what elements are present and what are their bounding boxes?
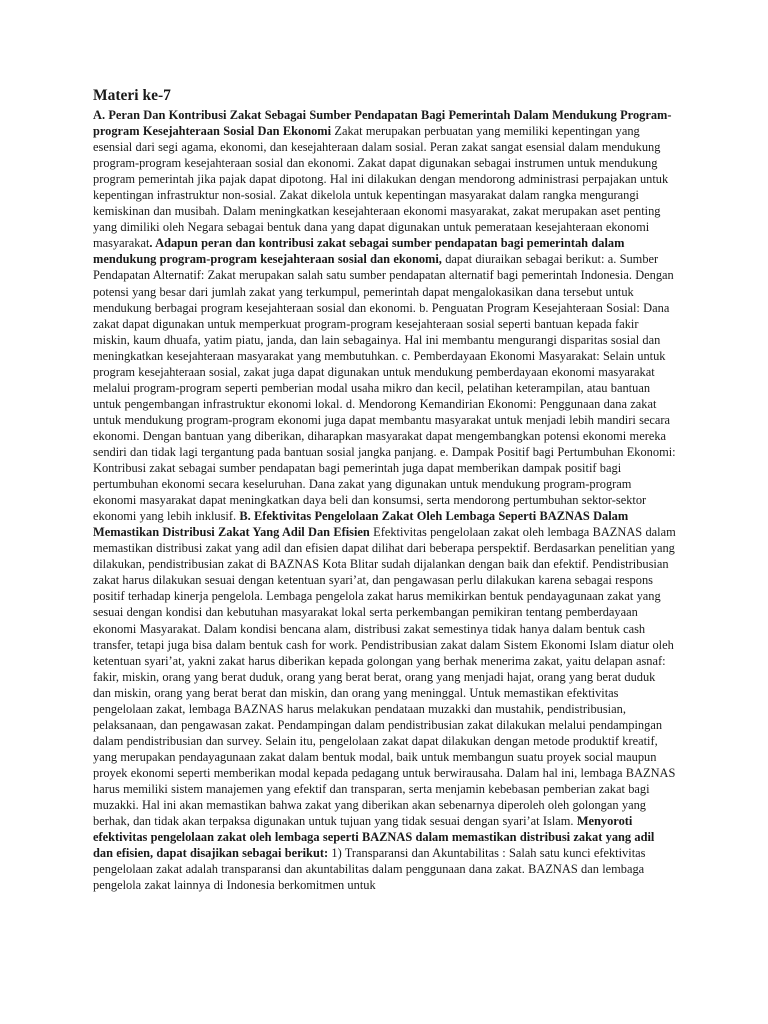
section-b-heading: B. Efektivitas Pengelolaan Zakat Oleh Lembaga Seperti BAZNAS Dalam Memastikan Distribusi Zakat Yang Adil Dan Efisien <box>93 509 629 540</box>
section-a-roles-lead: . Adapun peran dan kontribusi zakat sebagai sumber pendapatan bagi pemerintah dalam mendukung program-program kesejahteraan sosial dan ekonomi, <box>93 236 625 267</box>
section-b-body-text: Efektivitas pengelolaan zakat oleh lembaga BAZNAS dalam memastikan distribusi zakat yang adil dan efisien dapat dilihat dari beberapa perspektif. Berdasarkan penelitian yang dilakukan, pendistribusian zakat di BAZNAS Kota Blitar sudah dijalankan dengan baik dan efektif. Pendistribusian zakat harus dilakukan sesuai dengan ketentuan syari’at, dan pengawasan perlu dilakukan karena sebagai respons positif terhadap kinerja pengelola. Lembaga pengelola zakat harus memikirkan bentuk pendayagunaan zakat yang sesuai dengan kondisi dan kebutuhan masyarakat lokal serta perkembangan pemikiran tentang pemberdayaan ekonomi Masyarakat. Dalam kondisi bencana alam, distribusi zakat semestinya tidak hanya dalam bentuk cash transfer, tetapi juga bisa dalam bentuk cash for work. Pendistribusian zakat dalam Sistem Ekonomi Islam diatur oleh ketentuan syari’at, yakni zakat harus diberikan kepada golongan yang berhak menerima zakat, yaitu delapan asnaf: fakir, miskin, orang yang berat duduk, orang yang berat berat, orang yang menjadi hajat, orang yang berat duduk dan miskin, orang yang berat berat dan miskin, dan orang yang meninggal. Untuk memastikan efektivitas pengelolaan zakat, lembaga BAZNAS harus melakukan pendataan muzakki dan mustahik, pendistribusian, pelaksanaan, dan pengawasan zakat. Pendampingan dalam pendistribusian zakat dilakukan melalui pendampingan dalam pendistribusian dan survey. Selain itu, pengelolaan zakat dapat dilakukan dengan metode produktif kreatif, yang merupakan pendayagunaan zakat dalam bentuk modal, baik untuk membangun suatu proyek social maupun proyek ekonomi seperti memberikan modal kepada pedagang untuk berwirausaha. Dalam hal ini, lembaga BAZNAS harus memiliki sistem manajemen yang efektif dan transparan, serta menjamin kebebasan pemberian zakat bagi muzakki. Hal ini akan memastikan bahwa zakat yang diberikan akan sebenarnya diperoleh oleh golongan yang berhak, dan tidak akan terpaksa digunakan untuk tujuan yang tidak sesuai dengan syari’at Islam. <box>93 525 676 829</box>
section-a-intro-text: Zakat merupakan perbuatan yang memiliki kepentingan yang esensial dari segi agama, ekonomi, dan kesejahteraan dalam sosial. Peran zakat sangat esensial dalam mendukung program-program kesejahteraan sosial dan ekonomi. Zakat dapat digunakan sebagai instrumen untuk mendukung program pemerintah jika pajak dapat dipotong. Hal ini dilakukan dengan mendorong administrasi perpajakan untuk kepentingan infrastruktur non-sosial. Zakat dikelola untuk kepentingan masyarakat dalam rangka mengurangi kemiskinan dan musibah. Dalam meningkatkan kesejahteraan ekonomi masyarakat, zakat merupakan aset penting yang dimiliki oleh Negara sebagai bentuk dana yang dapat digunakan untuk pemerataan kesejahteraan ekonomi masyarakat <box>93 124 669 251</box>
section-a-roles-text: dapat diuraikan sebagai berikut: a. Sumber Pendapatan Alternatif: Zakat merupakan salah satu sumber pendapatan alternatif bagi pemerintah Indonesia. Dengan potensi yang besar dari jumlah zakat yang terkumpul, pemerintah dapat mengalokasikan dana tersebut untuk mendukung berbagai program kesejahteraan sosial dan ekonomi. b. Penguatan Program Kesejahteraan Sosial: Dana zakat dapat digunakan untuk memperkuat program-program kesejahteraan sosial seperti bantuan kepada fakir miskin, kaum dhuafa, yatim piatu, janda, dan lain sebagainya. Hal ini membantu mengurangi disparitas sosial dan meningkatkan kesejahteraan masyarakat yang membutuhkan. c. Pemberdayaan Ekonomi Masyarakat: Selain untuk program kesejahteraan sosial, zakat juga dapat digunakan untuk mendukung pemberdayaan ekonomi masyarakat melalui program-program seperti pemberian modal usaha mikro dan kecil, pelatihan keterampilan, atau bantuan untuk pengembangan infrastruktur ekonomi lokal. d. Mendorong Kemandirian Ekonomi: Penggunaan dana zakat untuk mendukung program-program ekonomi juga dapat membantu masyarakat untuk menjadi lebih mandiri secara ekonomi. Dengan bantuan yang diberikan, diharapkan masyarakat dapat mengembangkan potensi ekonomi mereka sendiri dan tidak lagi tergantung pada bantuan sosial jangka panjang. e. Dampak Positif bagi Pertumbuhan Ekonomi: Kontribusi zakat sebagai sumber pendapatan bagi pemerintah juga dapat memberikan dampak positif bagi pertumbuhan ekonomi secara keseluruhan. Dana zakat yang digunakan untuk mendukung program-program ekonomi masyarakat dapat meningkatkan daya beli dan konsumsi, serta mendorong pertumbuhan sektor-sektor ekonomi yang lebih inklusif. <box>93 252 676 524</box>
section-b-summary-lead: Menyoroti efektivitas pengelolaan zakat oleh lembaga seperti BAZNAS dalam memastikan distribusi zakat yang adil dan efisien, dapat disajikan sebagai berikut: <box>93 814 655 861</box>
section-a-heading: A. Peran Dan Kontribusi Zakat Sebagai Sumber Pendapatan Bagi Pemerintah Dalam Mendukung Program-program Kesejahteraan Sosial Dan Ekonomi <box>93 108 672 139</box>
document-title: Materi ke-7 <box>93 87 171 104</box>
section-b-points-text: 1) Transparansi dan Akuntabilitas : Salah satu kunci efektivitas pengelolaan zakat adalah transparansi dan akuntabilitas dalam penggunaan dana zakat. BAZNAS dan lembaga pengelola zakat lainnya di Indonesia berkomitmen untuk <box>93 846 646 893</box>
document-body <box>93 107 676 893</box>
